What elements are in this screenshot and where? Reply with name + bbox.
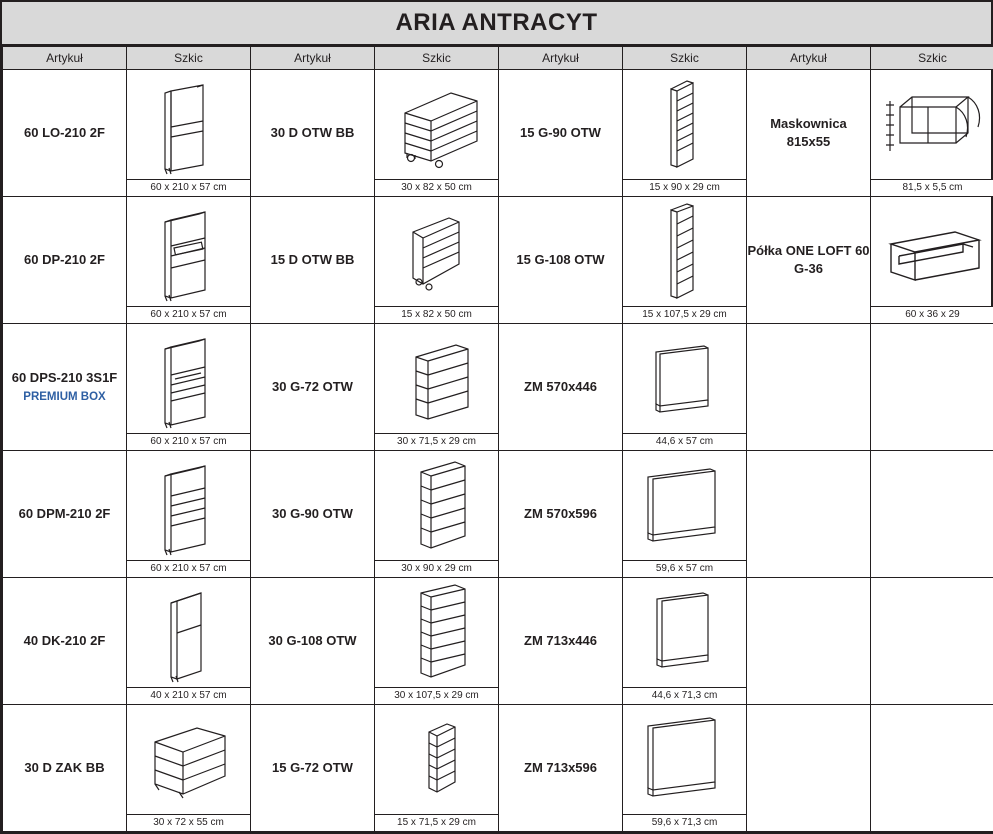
- dishwasher-front-wide-icon: [623, 455, 746, 560]
- article-label: Maskownica 815x55: [770, 116, 847, 149]
- article-cell: [251, 705, 375, 832]
- article-label: ZM 570x596: [524, 506, 597, 522]
- catalog-table: [2, 46, 993, 832]
- cabinet-tall-2door-icon: [127, 74, 250, 179]
- header-article-4: Artykuł: [747, 47, 871, 70]
- table-row: [3, 451, 993, 578]
- article-label: 30 D ZAK BB: [24, 760, 105, 776]
- article-sublabel: PREMIUM BOX: [23, 390, 106, 403]
- wall-open-shelf-tall-icon: [375, 455, 498, 560]
- header-article-1: Artykuł: [3, 47, 127, 70]
- article-cell: [747, 70, 871, 197]
- article-cell: [499, 70, 623, 197]
- article-cell: [251, 451, 375, 578]
- sketch-cell: [375, 324, 499, 451]
- article-label: 30 G-72 OTW: [272, 379, 353, 395]
- article-label: 15 G-72 OTW: [272, 760, 353, 776]
- sketch-cell: [375, 451, 499, 578]
- dimension-label: 30 x 107,5 x 29 cm: [375, 687, 498, 704]
- empty-cell: [871, 324, 993, 451]
- page-title: ARIA ANTRACYT: [395, 9, 598, 36]
- sheet-title-bar: [2, 2, 991, 46]
- cabinet-tall-oven-icon: [127, 201, 250, 306]
- article-cell: [499, 451, 623, 578]
- dishwasher-front-tall-wide-icon: [623, 709, 746, 814]
- dimension-label: 44,6 x 57 cm: [623, 433, 746, 450]
- sketch-cell: [127, 70, 251, 197]
- cabinet-tall-micro-icon: [127, 455, 250, 560]
- sketch-cell: [623, 70, 747, 197]
- article-label: ZM 713x446: [524, 633, 597, 649]
- sketch-cell: [127, 197, 251, 324]
- dimension-label: 30 x 90 x 29 cm: [375, 560, 498, 577]
- cabinet-base-open-icon: [375, 74, 498, 179]
- empty-cell: [747, 451, 871, 578]
- wall-open-shelf-icon: [375, 328, 498, 433]
- article-cell: [251, 197, 375, 324]
- sketch-cell: [623, 705, 747, 832]
- table-row: [3, 70, 993, 197]
- table-row: [3, 197, 993, 324]
- wall-narrow-108-icon: [623, 201, 746, 306]
- article-cell: [499, 578, 623, 705]
- dishwasher-front-icon: [623, 328, 746, 433]
- sketch-cell: [127, 578, 251, 705]
- dimension-label: 40 x 210 x 57 cm: [127, 687, 250, 704]
- table-row: [3, 324, 993, 451]
- cabinet-tall-narrow-icon: [127, 582, 250, 687]
- article-cell: [251, 578, 375, 705]
- cabinet-base-open-narrow-icon: [375, 201, 498, 306]
- article-label: 60 LO-210 2F: [24, 125, 105, 141]
- article-label: 15 G-90 OTW: [520, 125, 601, 141]
- sketch-cell: [375, 578, 499, 705]
- article-label: Półka ONE LOFT 60 G-36: [747, 243, 870, 276]
- wall-narrow-90-icon: [623, 74, 746, 179]
- sketch-cell: [375, 197, 499, 324]
- article-cell: [499, 705, 623, 832]
- article-label: 60 DPS-210 3S1F: [11, 369, 118, 385]
- panel-cover-icon: [871, 74, 993, 179]
- empty-cell: [747, 324, 871, 451]
- empty-cell: [871, 451, 993, 578]
- sketch-cell: [127, 324, 251, 451]
- header-article-3: Artykuł: [499, 47, 623, 70]
- table-row: [3, 578, 993, 705]
- article-cell: [3, 197, 127, 324]
- cabinet-corner-end-icon: [127, 709, 250, 814]
- header-sketch-3: Szkic: [623, 47, 747, 70]
- sketch-cell: [623, 197, 747, 324]
- table-header-row: [3, 47, 993, 70]
- empty-cell: [747, 705, 871, 832]
- article-cell: [251, 70, 375, 197]
- sketch-cell: [623, 324, 747, 451]
- article-cell: [3, 324, 127, 451]
- dimension-label: 30 x 82 x 50 cm: [375, 179, 498, 196]
- header-sketch-1: Szkic: [127, 47, 251, 70]
- sketch-cell: [623, 451, 747, 578]
- article-label: 40 DK-210 2F: [23, 633, 106, 649]
- loft-shelf-icon: [871, 201, 993, 306]
- article-cell: [499, 324, 623, 451]
- dishwasher-front-tall-icon: [623, 582, 746, 687]
- header-sketch-2: Szkic: [375, 47, 499, 70]
- article-cell: [3, 451, 127, 578]
- article-label: 30 G-90 OTW: [272, 506, 353, 522]
- article-cell: [3, 578, 127, 705]
- article-cell: [3, 70, 127, 197]
- dimension-label: 60 x 36 x 29: [871, 306, 993, 323]
- dimension-label: 60 x 210 x 57 cm: [127, 179, 250, 196]
- article-label: 60 DPM-210 2F: [18, 506, 111, 522]
- dimension-label: 30 x 71,5 x 29 cm: [375, 433, 498, 450]
- article-label: 15 D OTW BB: [270, 252, 355, 268]
- empty-cell: [871, 705, 993, 832]
- dimension-label: 59,6 x 57 cm: [623, 560, 746, 577]
- article-label: 15 G-108 OTW: [516, 252, 605, 268]
- wall-open-shelf-narrow-icon: [375, 709, 498, 814]
- sketch-cell: [623, 578, 747, 705]
- dimension-label: 60 x 210 x 57 cm: [127, 560, 250, 577]
- article-label: 60 DP-210 2F: [24, 252, 105, 268]
- dimension-label: 59,6 x 71,3 cm: [623, 814, 746, 831]
- empty-cell: [747, 578, 871, 705]
- article-label: ZM 713x596: [524, 760, 597, 776]
- header-sketch-4: Szkic: [871, 47, 993, 70]
- wall-open-shelf-xtall-icon: [375, 582, 498, 687]
- article-cell: [251, 324, 375, 451]
- cabinet-tall-drawers-icon: [127, 328, 250, 433]
- table-row: [3, 705, 993, 832]
- article-label: ZM 570x446: [524, 379, 597, 395]
- article-label: 30 D OTW BB: [270, 125, 355, 141]
- sketch-cell: [375, 70, 499, 197]
- sketch-cell: [127, 451, 251, 578]
- sketch-cell: [375, 705, 499, 832]
- dimension-label: 15 x 90 x 29 cm: [623, 179, 746, 196]
- dimension-label: 30 x 72 x 55 cm: [127, 814, 250, 831]
- article-cell: [3, 705, 127, 832]
- sketch-cell: [127, 705, 251, 832]
- article-cell: [747, 197, 871, 324]
- dimension-label: 15 x 71,5 x 29 cm: [375, 814, 498, 831]
- header-article-2: Artykuł: [251, 47, 375, 70]
- article-label: 30 G-108 OTW: [268, 633, 357, 649]
- dimension-label: 15 x 107,5 x 29 cm: [623, 306, 746, 323]
- dimension-label: 60 x 210 x 57 cm: [127, 433, 250, 450]
- dimension-label: 44,6 x 71,3 cm: [623, 687, 746, 704]
- article-cell: [499, 197, 623, 324]
- dimension-label: 15 x 82 x 50 cm: [375, 306, 498, 323]
- sketch-cell: [871, 197, 993, 324]
- dimension-label: 60 x 210 x 57 cm: [127, 306, 250, 323]
- empty-cell: [871, 578, 993, 705]
- dimension-label: 81,5 x 5,5 cm: [871, 179, 993, 196]
- sketch-cell: [871, 70, 993, 197]
